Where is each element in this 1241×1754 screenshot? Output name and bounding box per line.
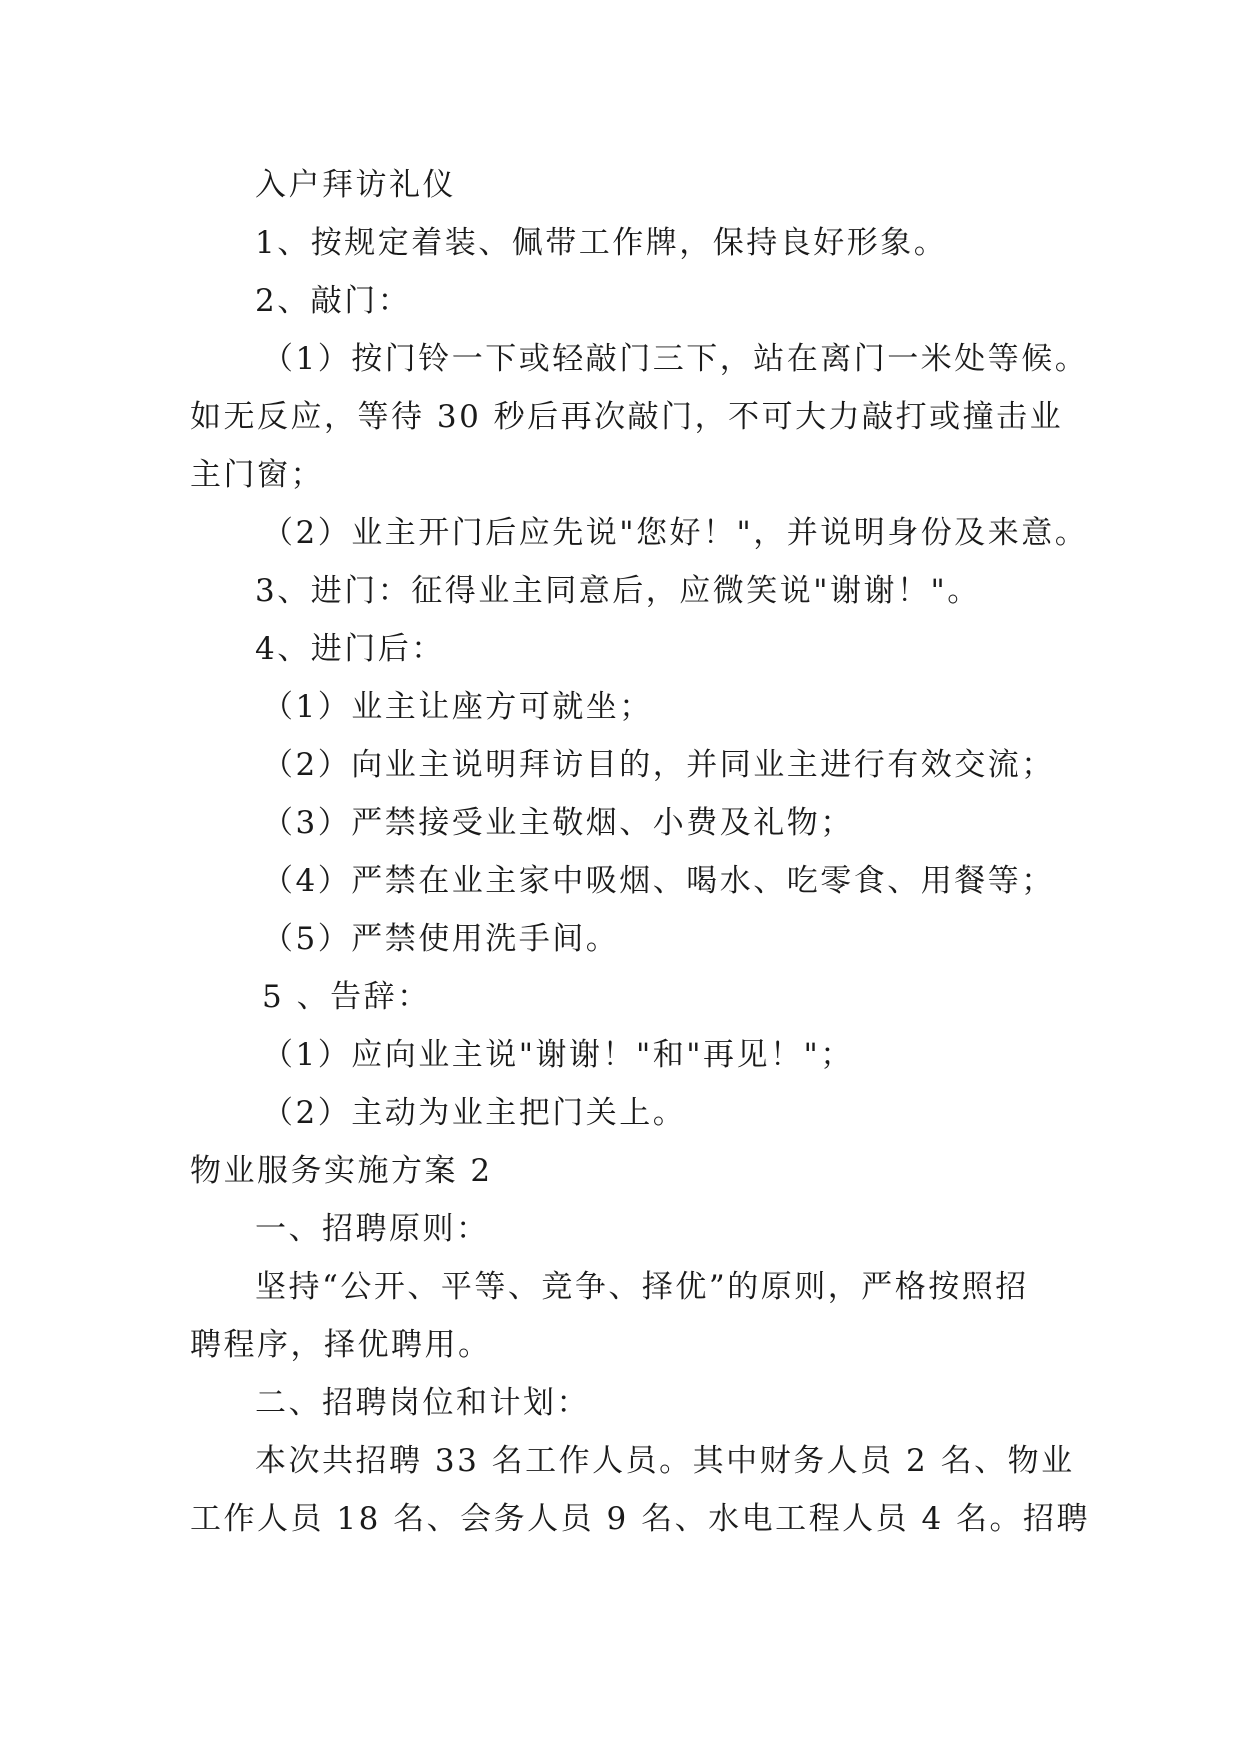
paragraph-continuation: 主门窗； xyxy=(190,457,324,493)
section-heading: 二、招聘岗位和计划： xyxy=(255,1385,590,1421)
paragraph: 本次共招聘 33 名工作人员。其中财务人员 2 名、物业 xyxy=(255,1443,1075,1479)
list-item: （4）严禁在业主家中吸烟、喝水、吃零食、用餐等； xyxy=(262,863,1055,899)
list-item: （2）主动为业主把门关上。 xyxy=(262,1095,687,1131)
list-item: （3）严禁接受业主敬烟、小费及礼物； xyxy=(262,805,854,841)
paragraph: 坚持“公开、平等、竞争、择优”的原则，严格按照招 xyxy=(255,1269,1029,1305)
paragraph: 4、进门后： xyxy=(255,631,445,667)
document-title: 物业服务实施方案 2 xyxy=(190,1153,493,1189)
paragraph: 5 、告辞： xyxy=(262,979,431,1015)
paragraph: 3、进门：征得业主同意后，应微笑说"谢谢！"。 xyxy=(255,573,981,609)
list-item: （1）业主让座方可就坐； xyxy=(262,689,653,725)
paragraph: 1、按规定着装、佩带工作牌，保持良好形象。 xyxy=(255,225,948,261)
list-item: （1）应向业主说"谢谢！"和"再见！"； xyxy=(262,1037,854,1073)
paragraph: （1）按门铃一下或轻敲门三下，站在离门一米处等候。 xyxy=(262,341,1089,377)
list-item: （2）向业主说明拜访目的，并同业主进行有效交流； xyxy=(262,747,1055,783)
paragraph-continuation: 聘程序，择优聘用。 xyxy=(190,1327,492,1363)
paragraph-continuation: 如无反应，等待 30 秒后再次敲门，不可大力敲打或撞击业 xyxy=(190,399,1064,435)
paragraph: （2）业主开门后应先说"您好！"，并说明身份及来意。 xyxy=(262,515,1089,551)
list-item: （5）严禁使用洗手间。 xyxy=(262,921,620,957)
section-heading: 一、招聘原则： xyxy=(255,1211,490,1247)
section-heading: 入户拜访礼仪 xyxy=(255,167,456,203)
paragraph-continuation: 工作人员 18 名、会务人员 9 名、水电工程人员 4 名。招聘 xyxy=(190,1501,1091,1537)
paragraph: 2、敲门： xyxy=(255,283,412,319)
